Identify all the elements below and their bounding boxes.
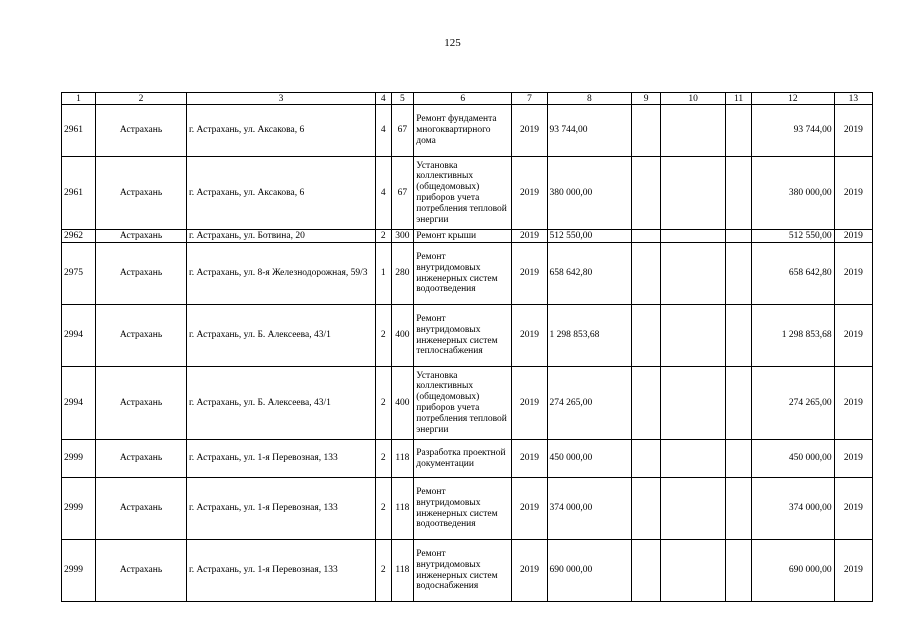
column-header: 13	[834, 93, 872, 105]
work-type: Ремонт внутридомовых инженерных систем водоснабжения	[414, 540, 512, 602]
empty-cell	[726, 540, 752, 602]
empty-cell	[661, 243, 726, 305]
empty-cell	[661, 440, 726, 478]
total-value: 93 744,00	[752, 105, 835, 157]
cost-value: 93 744,00	[547, 105, 632, 157]
municipality: Астрахань	[96, 105, 187, 157]
empty-cell	[661, 540, 726, 602]
floors-count: 2	[376, 305, 391, 367]
table-row	[62, 367, 873, 440]
total-value: 450 000,00	[752, 440, 835, 478]
cost-value: 374 000,00	[547, 478, 632, 540]
empty-cell	[726, 305, 752, 367]
start-year: 2019	[512, 230, 547, 243]
apartments-count: 67	[391, 157, 414, 230]
table-row	[62, 305, 873, 367]
end-year: 2019	[834, 157, 872, 230]
work-type: Ремонт внутридомовых инженерных систем водоотведения	[414, 243, 512, 305]
total-value: 374 000,00	[752, 478, 835, 540]
table-row	[62, 440, 873, 478]
column-header: 8	[547, 93, 632, 105]
work-type: Ремонт внутридомовых инженерных систем теплоснабжения	[414, 305, 512, 367]
municipality: Астрахань	[96, 305, 187, 367]
empty-cell	[661, 105, 726, 157]
floors-count: 2	[376, 367, 391, 440]
empty-cell	[661, 367, 726, 440]
total-value: 1 298 853,68	[752, 305, 835, 367]
empty-cell	[632, 157, 661, 230]
end-year: 2019	[834, 478, 872, 540]
end-year: 2019	[834, 243, 872, 305]
total-value: 274 265,00	[752, 367, 835, 440]
empty-cell	[632, 243, 661, 305]
column-header: 3	[186, 93, 375, 105]
start-year: 2019	[512, 367, 547, 440]
address: г. Астрахань, ул. 1-я Перевозная, 133	[186, 440, 375, 478]
municipality: Астрахань	[96, 230, 187, 243]
address: г. Астрахань, ул. Аксакова, 6	[186, 157, 375, 230]
empty-cell	[661, 478, 726, 540]
municipality: Астрахань	[96, 243, 187, 305]
start-year: 2019	[512, 440, 547, 478]
empty-cell	[632, 367, 661, 440]
end-year: 2019	[834, 540, 872, 602]
cost-value: 450 000,00	[547, 440, 632, 478]
empty-cell	[661, 157, 726, 230]
floors-count: 2	[376, 230, 391, 243]
total-value: 380 000,00	[752, 157, 835, 230]
page-number: 125	[444, 37, 461, 49]
start-year: 2019	[512, 243, 547, 305]
empty-cell	[632, 305, 661, 367]
end-year: 2019	[834, 305, 872, 367]
table-row	[62, 540, 873, 602]
empty-cell	[726, 157, 752, 230]
address: г. Астрахань, ул. 1-я Перевозная, 133	[186, 478, 375, 540]
cost-value: 1 298 853,68	[547, 305, 632, 367]
end-year: 2019	[834, 230, 872, 243]
cost-value: 658 642,80	[547, 243, 632, 305]
start-year: 2019	[512, 105, 547, 157]
work-type: Ремонт внутридомовых инженерных систем водоотведения	[414, 478, 512, 540]
apartments-count: 118	[391, 440, 414, 478]
end-year: 2019	[834, 105, 872, 157]
work-type: Разработка проектной документации	[414, 440, 512, 478]
end-year: 2019	[834, 367, 872, 440]
row-number: 2961	[62, 105, 96, 157]
start-year: 2019	[512, 305, 547, 367]
address: г. Астрахань, ул. Б. Алексеева, 43/1	[186, 305, 375, 367]
row-number: 2962	[62, 230, 96, 243]
column-header: 6	[414, 93, 512, 105]
work-type: Установка коллективных (общедомовых) приборов учета потребления тепловой энергии	[414, 367, 512, 440]
address: г. Астрахань, ул. 8-я Железнодорожная, 59/3	[186, 243, 375, 305]
row-number: 2999	[62, 540, 96, 602]
floors-count: 2	[376, 540, 391, 602]
apartments-count: 67	[391, 105, 414, 157]
column-header: 1	[62, 93, 96, 105]
address: г. Астрахань, ул. Ботвина, 20	[186, 230, 375, 243]
work-type: Ремонт крыши	[414, 230, 512, 243]
column-number-row	[62, 93, 873, 105]
empty-cell	[661, 305, 726, 367]
cost-value: 690 000,00	[547, 540, 632, 602]
column-header: 10	[661, 93, 726, 105]
cost-value: 380 000,00	[547, 157, 632, 230]
start-year: 2019	[512, 540, 547, 602]
floors-count: 2	[376, 440, 391, 478]
total-value: 690 000,00	[752, 540, 835, 602]
empty-cell	[632, 440, 661, 478]
address: г. Астрахань, ул. Б. Алексеева, 43/1	[186, 367, 375, 440]
row-number: 2994	[62, 367, 96, 440]
row-number: 2961	[62, 157, 96, 230]
table-row	[62, 230, 873, 243]
floors-count: 1	[376, 243, 391, 305]
empty-cell	[726, 440, 752, 478]
apartments-count: 400	[391, 367, 414, 440]
end-year: 2019	[834, 440, 872, 478]
floors-count: 4	[376, 105, 391, 157]
repair-program-table	[61, 92, 873, 602]
municipality: Астрахань	[96, 440, 187, 478]
empty-cell	[661, 230, 726, 243]
row-number: 2999	[62, 478, 96, 540]
column-header: 9	[632, 93, 661, 105]
address: г. Астрахань, ул. Аксакова, 6	[186, 105, 375, 157]
empty-cell	[726, 243, 752, 305]
empty-cell	[726, 105, 752, 157]
total-value: 512 550,00	[752, 230, 835, 243]
column-header: 5	[391, 93, 414, 105]
column-header: 2	[96, 93, 187, 105]
empty-cell	[726, 367, 752, 440]
floors-count: 2	[376, 478, 391, 540]
municipality: Астрахань	[96, 478, 187, 540]
row-number: 2999	[62, 440, 96, 478]
table-row	[62, 157, 873, 230]
municipality: Астрахань	[96, 540, 187, 602]
table-row	[62, 243, 873, 305]
work-type: Ремонт фундамента многоквартирного дома	[414, 105, 512, 157]
apartments-count: 280	[391, 243, 414, 305]
start-year: 2019	[512, 157, 547, 230]
cost-value: 512 550,00	[547, 230, 632, 243]
floors-count: 4	[376, 157, 391, 230]
cost-value: 274 265,00	[547, 367, 632, 440]
table-row	[62, 478, 873, 540]
apartments-count: 400	[391, 305, 414, 367]
apartments-count: 118	[391, 478, 414, 540]
work-type: Установка коллективных (общедомовых) приборов учета потребления тепловой энергии	[414, 157, 512, 230]
empty-cell	[632, 105, 661, 157]
column-header: 12	[752, 93, 835, 105]
empty-cell	[726, 230, 752, 243]
apartments-count: 118	[391, 540, 414, 602]
apartments-count: 300	[391, 230, 414, 243]
total-value: 658 642,80	[752, 243, 835, 305]
empty-cell	[632, 230, 661, 243]
table-row	[62, 105, 873, 157]
column-header: 11	[726, 93, 752, 105]
address: г. Астрахань, ул. 1-я Перевозная, 133	[186, 540, 375, 602]
row-number: 2994	[62, 305, 96, 367]
empty-cell	[632, 540, 661, 602]
municipality: Астрахань	[96, 157, 187, 230]
empty-cell	[632, 478, 661, 540]
column-header: 4	[376, 93, 391, 105]
municipality: Астрахань	[96, 367, 187, 440]
column-header: 7	[512, 93, 547, 105]
row-number: 2975	[62, 243, 96, 305]
start-year: 2019	[512, 478, 547, 540]
empty-cell	[726, 478, 752, 540]
